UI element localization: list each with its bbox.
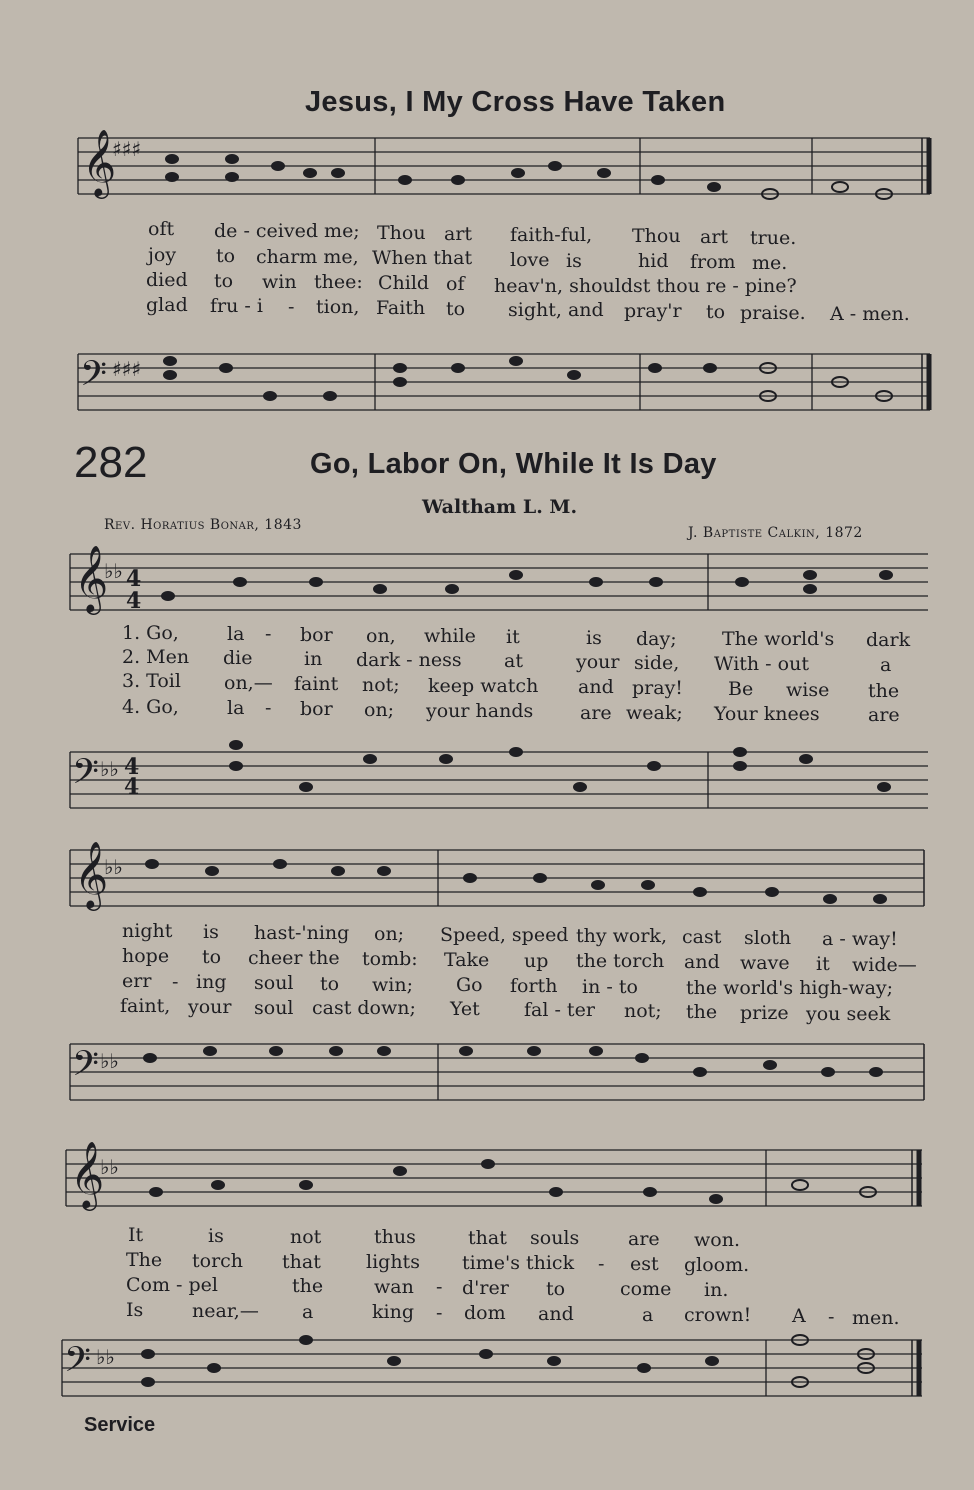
lyric-line-top-1b: de - ceived me; (214, 220, 360, 242)
bass-staff (0, 1030, 974, 1120)
verse-3-line-f: and (578, 676, 614, 698)
verse-1-line-2e: Speed, speed (440, 924, 569, 946)
author-credit: Rev. Horatius Bonar, 1843 (104, 517, 302, 533)
verse-2-line-2d: tomb: (362, 948, 418, 970)
lyric-line-top-4j: praise. (740, 302, 806, 324)
lyric-line-top-4f: to (446, 298, 466, 320)
svg-text:4: 4 (124, 754, 140, 780)
svg-text:4: 4 (126, 566, 142, 592)
verse-1-line-2c: hast-'ning (254, 922, 350, 944)
verse-1-line-2g: cast (682, 926, 722, 948)
verse-3-line-2: err (122, 970, 152, 992)
verse-4-line-2: faint, (120, 995, 171, 1017)
verse-4-line-2g: not; (624, 1000, 662, 1022)
verse-1-line-2f: thy work, (576, 925, 667, 947)
verse-4-line-g: are (580, 702, 612, 724)
lyric-line-top-4d: tion, (316, 296, 360, 318)
verse-4-line-b: la (227, 697, 245, 719)
verse-2-line-d: dark - ness (356, 649, 462, 671)
svg-text:𝄢: 𝄢 (64, 1339, 92, 1388)
lyric-line-top-1d: art (444, 223, 473, 245)
verse-1-line-2: night (122, 920, 173, 942)
verse-3-line-2i: in - to (582, 976, 638, 998)
svg-text:♯♯♯: ♯♯♯ (112, 137, 142, 161)
svg-text:𝄢: 𝄢 (72, 751, 100, 800)
verse-2-line-g: side, (634, 652, 680, 674)
svg-text:♭♭: ♭♭ (100, 1049, 119, 1073)
verse-4-line-f: your hands (426, 700, 534, 722)
verse-4-line-2c: soul (254, 997, 294, 1019)
svg-text:♭♭: ♭♭ (104, 855, 123, 879)
lyric-line-top-4i: to (706, 301, 726, 323)
verse-3-line-2b: - (172, 971, 179, 993)
svg-text:𝄞: 𝄞 (74, 840, 109, 908)
verse-3-line-3c: wan (374, 1276, 414, 1298)
verse-2-line-3b: torch (192, 1250, 244, 1272)
lyric-line-top-3: died (146, 269, 188, 291)
verse-1-line-2d: on; (374, 923, 405, 945)
hymn-title-top: Jesus, I My Cross Have Taken (305, 86, 726, 118)
svg-text:𝄞: 𝄞 (74, 544, 109, 612)
verse-3-line-3b: the (292, 1275, 324, 1297)
lyric-line-top-2b: to (216, 245, 236, 267)
verse-4-line-3h: a (642, 1304, 654, 1326)
verse-2-line-2f: up (524, 950, 549, 972)
svg-text:𝄞: 𝄞 (82, 128, 117, 196)
lyric-line-top-4k: A - men. (830, 303, 910, 325)
verse-2-line-3e: time's thick (462, 1252, 575, 1274)
verse-2-line-2: hope (122, 945, 170, 967)
lyric-line-top-1c: Thou (377, 222, 426, 244)
lyric-line-top-4g: sight, and (508, 299, 604, 321)
verse-2-line-3: The (126, 1249, 163, 1271)
verse-4-line-3g: and (538, 1303, 574, 1325)
verse-2-line-2h: and (684, 951, 720, 973)
verse-4-line-3b: near,— (192, 1300, 259, 1322)
treble-staff (0, 540, 974, 630)
verse-4-line-2e: Yet (450, 998, 480, 1020)
lyric-line-top-1e: faith-ful, (510, 224, 593, 246)
verse-3-line-i: wise (786, 679, 830, 701)
bass-staff (0, 340, 974, 430)
footer-section-label: Service (84, 1414, 156, 1436)
verse-3-line-2g: Go (456, 974, 483, 996)
svg-text:♭♭: ♭♭ (100, 757, 119, 781)
verse-3-line-g: pray! (632, 677, 683, 699)
verse-3-line-3e: d'rer (462, 1277, 509, 1299)
verse-3-line-2d: soul (254, 972, 294, 994)
hymn-number: 282 (74, 438, 148, 487)
lyric-line-top-3d: thee: (314, 271, 363, 293)
verse-3-line-j: the (868, 680, 900, 702)
svg-text:♭♭: ♭♭ (96, 1345, 115, 1369)
lyric-line-top-4h: pray'r (624, 300, 682, 322)
svg-text:♯♯♯: ♯♯♯ (112, 357, 142, 381)
svg-text:𝄢: 𝄢 (80, 353, 108, 402)
verse-3-line-3: Com - pel (126, 1274, 218, 1296)
verse-2-line-3c: that (282, 1251, 321, 1273)
verse-2-line-2e: Take (444, 949, 490, 971)
verse-4-line-3c: a (302, 1301, 314, 1323)
verse-4-line-2b: your (188, 996, 232, 1018)
verse-3-line-2h: forth (510, 975, 558, 997)
svg-text:♭♭: ♭♭ (104, 559, 123, 583)
verse-4-line-2h: the (686, 1001, 718, 1023)
verse-4-line-3e: - (436, 1302, 443, 1324)
verse-1-line: 1. Go, (122, 622, 179, 644)
verse-4-line-i: Your knees (714, 703, 820, 725)
verse-3-line-2j: the world's high-way; (686, 977, 894, 999)
verse-3-line-2e: to (320, 973, 340, 995)
svg-text:4: 4 (126, 588, 142, 614)
treble-staff (0, 130, 974, 220)
verse-2-line-2j: it (816, 953, 830, 975)
verse-4-line-h: weak; (626, 702, 683, 724)
verse-4-line-3i: crown! (684, 1304, 752, 1326)
verse-3-line-d: not; (362, 674, 400, 696)
verse-1-line-2i: a - way! (822, 928, 898, 950)
verse-1-line-b: la (227, 623, 245, 645)
verse-2-line-f: your (576, 651, 620, 673)
lyric-line-top-3b: to (214, 270, 234, 292)
verse-1-line-i: day; (636, 628, 677, 650)
svg-text:♭♭: ♭♭ (100, 1155, 119, 1179)
lyric-line-top-3c: win (262, 271, 297, 293)
verse-4-line-3f: dom (464, 1302, 506, 1324)
verse-1-line-2h: sloth (744, 927, 792, 949)
verse-3-line-3f: to (546, 1278, 566, 1300)
verse-2-line-e: at (504, 650, 523, 672)
verse-2-line-c: in (304, 648, 323, 670)
verse-4-line-d: bor (300, 698, 333, 720)
lyric-line-top-2i: me. (752, 252, 788, 274)
verse-1-line-3h: won. (694, 1229, 740, 1251)
verse-2-line-2k: wide— (852, 954, 917, 976)
lyric-line-top-4: glad (146, 294, 188, 316)
verse-3-line-3d: - (436, 1276, 443, 1298)
verse-1-line-3b: is (208, 1225, 224, 1247)
verse-3-line-2f: win; (372, 974, 413, 996)
svg-text:𝄢: 𝄢 (72, 1043, 100, 1092)
verse-1-line-2b: is (203, 921, 219, 943)
verse-2-line-3d: lights (366, 1251, 420, 1273)
lyric-line-top-1h: true. (750, 227, 797, 249)
lyric-line-top-4b: fru - i (210, 295, 263, 317)
hymn-title: Go, Labor On, While It Is Day (310, 448, 717, 480)
verse-3-line-e: keep watch (428, 675, 539, 697)
lyric-line-top-4c: - (288, 296, 295, 318)
lyric-line-top-4e: Faith (376, 297, 426, 319)
verse-2-line-2b: to (202, 946, 222, 968)
verse-4-line-3l: men. (852, 1307, 900, 1329)
verse-1-line-3f: souls (530, 1227, 580, 1249)
lyric-line-top-1f: Thou (632, 225, 681, 247)
verse-2-line-3f: - (598, 1253, 605, 1275)
verse-3-line-c: faint (294, 673, 339, 695)
verse-1-line-g: it (506, 626, 520, 648)
verse-3-line-b: on,— (224, 672, 273, 694)
verse-4-line: 4. Go, (122, 696, 179, 718)
composer-credit: J. Baptiste Calkin, 1872 (688, 525, 863, 541)
treble-staff (0, 1136, 974, 1226)
lyric-line-top-2g: hid (638, 250, 669, 272)
verse-4-line-c: - (265, 697, 272, 719)
svg-text:𝄞: 𝄞 (70, 1140, 105, 1208)
lyric-line-top-1g: art (700, 226, 729, 248)
svg-text:4: 4 (124, 774, 140, 800)
lyric-line-top-2d: When that (372, 247, 473, 269)
verse-1-line-3: It (128, 1224, 144, 1246)
verse-1-line-j: The world's (722, 628, 835, 650)
treble-staff (0, 836, 974, 926)
verse-4-line-e: on; (364, 699, 395, 721)
lyric-line-top-2c: charm me, (256, 246, 359, 268)
verse-3-line-3h: in. (704, 1279, 729, 1301)
lyric-line-top-3e: Child (378, 272, 430, 294)
verse-3-line: 3. Toil (122, 670, 181, 692)
verse-4-line-2j: you seek (806, 1003, 891, 1025)
verse-4-line-3d: king (372, 1301, 414, 1323)
lyric-line-top-3f: of (446, 273, 465, 295)
lyric-line-top-1: oft (148, 218, 175, 240)
verse-4-line-3j: A (792, 1305, 806, 1327)
verse-1-line-3d: thus (374, 1226, 416, 1248)
verse-2-line-3g: est (630, 1253, 659, 1275)
lyric-line-top-2: joy (148, 244, 177, 266)
verse-4-line-2i: prize (740, 1002, 789, 1024)
verse-1-line-3e: that (468, 1227, 507, 1249)
bass-staff (0, 738, 974, 828)
verse-1-line-h: is (586, 627, 602, 649)
verse-2-line-3h: gloom. (684, 1254, 750, 1276)
verse-2-line: 2. Men (122, 646, 190, 668)
verse-1-line-k: dark (866, 629, 911, 651)
lyric-line-top-2f: is (566, 250, 582, 272)
verse-1-line-d: bor (300, 624, 333, 646)
verse-2-line-2g: the torch (576, 950, 665, 972)
verse-2-line-2c: cheer the (248, 947, 340, 969)
verse-1-line-e: on, (366, 625, 396, 647)
verse-1-line-3c: not (290, 1226, 322, 1248)
lyric-line-top-2e: love (510, 249, 550, 271)
verse-3-line-h: Be (728, 678, 754, 700)
bass-staff (0, 1326, 974, 1416)
verse-2-line-h: With - out (714, 653, 809, 675)
verse-2-line-2i: wave (740, 952, 790, 974)
verse-3-line-2c: ing (196, 971, 227, 993)
verse-2-line-b: die (223, 647, 253, 669)
tune-name: Waltham L. M. (422, 496, 578, 518)
verse-3-line-3g: come (620, 1278, 672, 1300)
verse-1-line-3g: are (628, 1228, 660, 1250)
verse-4-line-j: are (868, 704, 900, 726)
verse-4-line-3k: - (828, 1306, 835, 1328)
verse-4-line-3: Is (126, 1299, 144, 1321)
verse-1-line-f: while (424, 625, 476, 647)
verse-2-line-i: a (880, 654, 892, 676)
lyric-line-top-2h: from (690, 251, 736, 273)
lyric-line-top-3g: heav'n, shouldst thou re - pine? (494, 275, 797, 297)
verse-4-line-2d: cast down; (312, 997, 416, 1019)
verse-4-line-2f: fal - ter (524, 999, 595, 1021)
verse-1-line-c: - (265, 623, 272, 645)
